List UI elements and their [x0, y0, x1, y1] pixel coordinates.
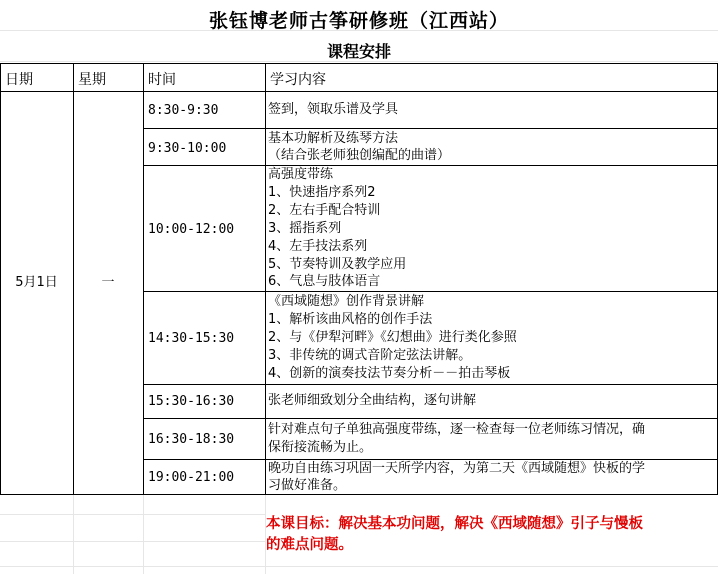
header-content: 学习内容 — [270, 72, 326, 88]
border-line — [143, 128, 718, 129]
content-line: 4、左手技法系列 — [268, 239, 368, 254]
page-title: 张钰博老师古筝研修班（江西站） — [208, 10, 509, 32]
content-line: 保衔接流畅为止。 — [268, 440, 373, 455]
border-line — [0, 91, 718, 92]
time-cell: 8:30-9:30 — [148, 103, 219, 118]
header-weekday: 星期 — [78, 72, 106, 88]
content-line: 6、气息与肢体语言 — [268, 274, 381, 289]
time-cell: 9:30-10:00 — [148, 141, 227, 156]
header-date: 日期 — [5, 72, 33, 88]
time-cell: 16:30-18:30 — [148, 432, 235, 447]
content-line: 高强度带练 — [268, 167, 334, 182]
time-cell: 19:00-21:00 — [148, 470, 235, 485]
gridline — [73, 494, 74, 574]
border-line — [0, 63, 718, 64]
content-line: 张老师细致划分全曲结构，逐句讲解 — [268, 393, 477, 408]
course-goal — [266, 513, 714, 555]
time-cell: 10:00-12:00 — [148, 222, 235, 237]
content-line: 5、节奏特训及教学应用 — [268, 257, 407, 272]
content-line: 习做好准备。 — [268, 478, 347, 493]
content-line: 4、创新的演奏技法节奏分析－－拍击琴板 — [268, 366, 511, 381]
content-line: 2、左右手配合特训 — [268, 203, 381, 218]
gridline — [0, 566, 718, 567]
goal-line: 的难点问题。 — [266, 536, 353, 553]
content-line: （结合张老师独创编配的曲谱） — [268, 148, 451, 163]
content-line: 3、非传统的调式音阶定弦法讲解。 — [268, 348, 472, 363]
content-line: 1、解析该曲风格的创作手法 — [268, 312, 433, 327]
border-line — [143, 418, 718, 419]
content-line: 1、快速指序系列2 — [268, 185, 376, 200]
time-cell: 14:30-15:30 — [148, 331, 235, 346]
content-line: 3、摇指系列 — [268, 221, 342, 236]
border-line — [143, 63, 144, 495]
gridline — [0, 541, 265, 542]
header-time: 时间 — [148, 72, 176, 88]
content-line: 《西域随想》创作背景讲解 — [268, 294, 425, 309]
gridline — [0, 514, 265, 515]
goal-line: 本课目标：解决基本功问题，解决《西域随想》引子与慢板 — [266, 515, 643, 532]
content-line: 2、与《伊犁河畔》《幻想曲》进行类化参照 — [268, 330, 517, 345]
gridline — [143, 494, 144, 574]
border-line — [265, 63, 266, 495]
border-line — [143, 165, 718, 166]
border-line — [143, 384, 718, 385]
weekday-cell: 一 — [101, 275, 115, 290]
content-line: 针对难点句子单独高强度带练，逐一检查每一位老师练习情况，确 — [268, 422, 646, 437]
border-line — [143, 291, 718, 292]
time-cell: 15:30-16:30 — [148, 394, 235, 409]
content-line: 基本功解析及练琴方法 — [268, 131, 399, 146]
date-cell: 5月1日 — [15, 275, 58, 290]
border-line — [0, 494, 718, 495]
content-line: 晚功自由练习巩固一天所学内容，为第二天《西域随想》快板的学 — [268, 461, 646, 476]
content-line: 签到，领取乐谱及学具 — [268, 102, 399, 117]
page-subtitle: 课程安排 — [326, 42, 391, 61]
